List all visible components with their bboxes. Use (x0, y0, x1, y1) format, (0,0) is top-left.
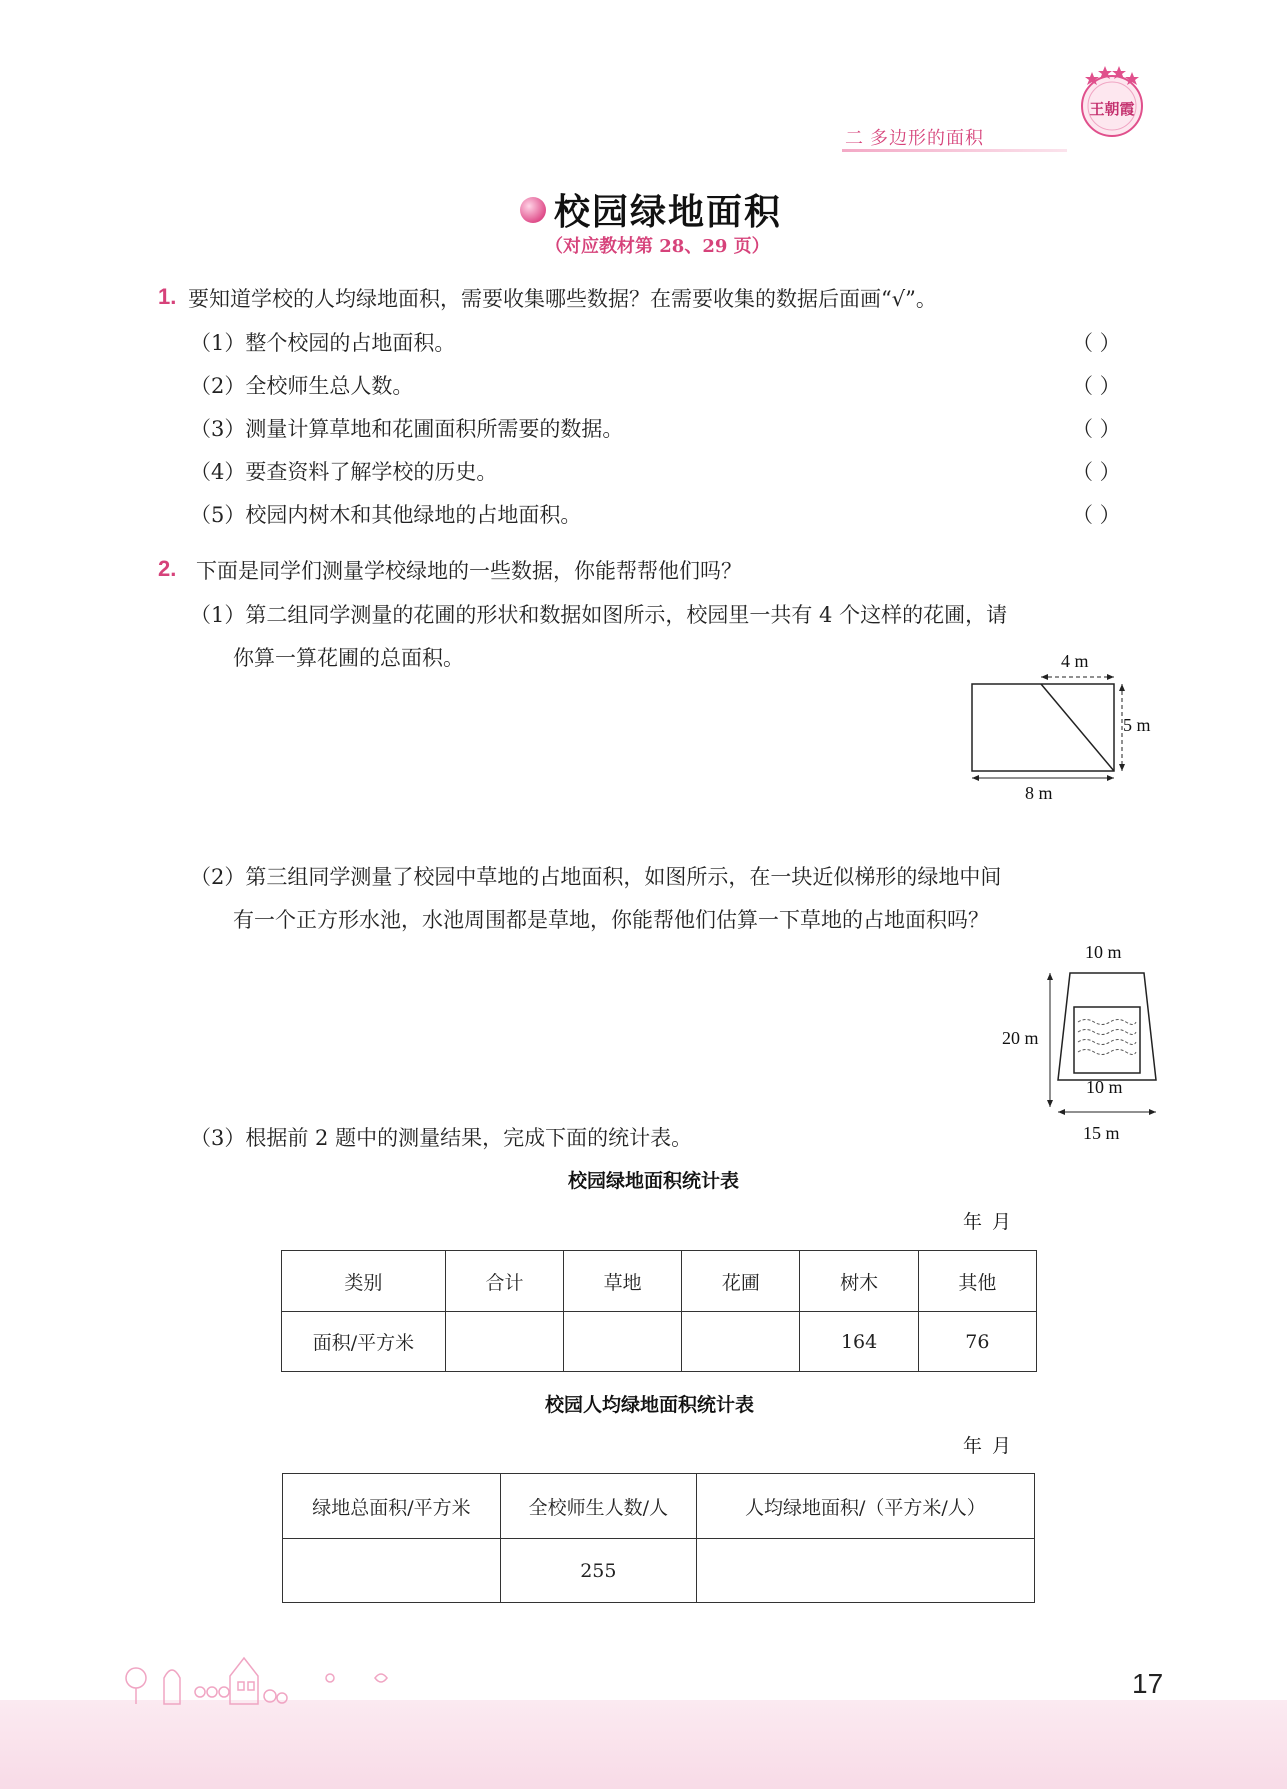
flowerbed-right-label: 5 m (1123, 715, 1151, 735)
table-1-lawn-input[interactable] (564, 1312, 682, 1372)
table-1-header-cell: 合计 (445, 1251, 563, 1312)
table-2-people-value: 255 (500, 1539, 696, 1603)
table-1-other-value: 76 (918, 1312, 1036, 1372)
table-1-total-input[interactable] (445, 1312, 563, 1372)
pool-side-label: 10 m (1086, 1077, 1123, 1097)
question-1-text: 要知道学校的人均绿地面积，需要收集哪些数据？在需要收集的数据后面画“√”。 (188, 287, 937, 311)
table-1-date: 年 月 (963, 1211, 1014, 1233)
question-2-part-3-line-1: （3）根据前 2 题中的测量结果，完成下面的统计表。 (190, 1126, 693, 1150)
question-2-part-1-line-1: （1）第二组同学测量的花圃的形状和数据如图所示，校园里一共有 4 个这样的花圃，请 (190, 603, 1008, 627)
page-number: 17 (1132, 1668, 1164, 1699)
table-2-date: 年 月 (963, 1435, 1014, 1457)
question-1-item-1: （1）整个校园的占地面积。 (190, 331, 456, 355)
answer-blank-5[interactable]: （ ） (1072, 503, 1121, 527)
question-2-part-2-line-1: （2）第三组同学测量了校园中草地的占地面积，如图所示，在一块近似梯形的绿地中间 (190, 865, 1002, 889)
table-2-total-area-input[interactable] (283, 1539, 501, 1603)
question-1-item-4: （4）要查资料了解学校的历史。 (190, 460, 498, 484)
lawn-bottom-label: 15 m (1083, 1123, 1120, 1143)
table-2-header-cell: 全校师生人数/人 (500, 1474, 696, 1539)
table-2-header-cell: 绿地总面积/平方米 (283, 1474, 501, 1539)
answer-blank-2[interactable]: （ ） (1072, 374, 1121, 398)
question-2-part-2-line-2: 有一个正方形水池，水池周围都是草地，你能帮他们估算一下草地的占地面积吗？ (233, 908, 989, 932)
answer-blank-1[interactable]: （ ） (1072, 331, 1121, 355)
table-1-flowerbed-input[interactable] (682, 1312, 800, 1372)
badge-text: 王朝霞 (1089, 100, 1135, 118)
flowerbed-top-label: 4 m (1061, 651, 1089, 671)
footer-band (0, 1700, 1287, 1789)
lawn-trapezoid (1058, 973, 1156, 1080)
table-2-data-row (283, 1539, 1035, 1603)
table-1-header-cell: 类别 (282, 1251, 446, 1312)
table-1-header-cell: 树木 (800, 1251, 918, 1312)
green-area-table (281, 1250, 1037, 1372)
footer-decoration-illustration (120, 1648, 400, 1708)
table-1-trees-value: 164 (800, 1312, 918, 1372)
answer-blank-4[interactable]: （ ） (1072, 460, 1121, 484)
flowerbed-rectangle (972, 684, 1114, 771)
chapter-underline (842, 149, 1067, 152)
lawn-top-label: 10 m (1085, 942, 1122, 962)
table-2-title: 校园人均绿地面积统计表 (545, 1394, 755, 1416)
table-1-header-cell: 草地 (564, 1251, 682, 1312)
question-1-item-2: （2）全校师生总人数。 (190, 374, 414, 398)
question-1-item-3: （3）测量计算草地和花圃面积所需要的数据。 (190, 417, 624, 441)
answer-blank-3[interactable]: （ ） (1072, 417, 1121, 441)
table-1-title: 校园绿地面积统计表 (568, 1170, 740, 1192)
question-2-number: 2. (158, 556, 177, 581)
flowerbed-diagonal (1041, 684, 1114, 771)
lesson-title: 校园绿地面积 (554, 192, 783, 233)
chapter-label: 二 多边形的面积 (845, 128, 985, 148)
question-2-text: 下面是同学们测量学校绿地的一些数据，你能帮帮他们吗？ (196, 559, 742, 583)
lesson-subtitle: （对应教材第 28、29 页） (545, 236, 770, 257)
brand-badge-logo (1072, 60, 1152, 150)
table-2-header-row (283, 1474, 1035, 1539)
lesson-title-block (520, 184, 782, 235)
flowerbed-bottom-label: 8 m (1025, 783, 1053, 803)
lawn-height-label: 20 m (1002, 1028, 1039, 1048)
table-1-header-cell: 其他 (918, 1251, 1036, 1312)
table-1-data-row (282, 1312, 1037, 1372)
per-capita-green-area-table (282, 1473, 1035, 1603)
table-1-header-cell: 花圃 (682, 1251, 800, 1312)
table-1-header-row (282, 1251, 1037, 1312)
title-bullet-icon (520, 197, 546, 223)
table-2-header-cell: 人均绿地面积/（平方米/人） (696, 1474, 1034, 1539)
question-2-part-1-line-2: 你算一算花圃的总面积。 (233, 646, 464, 670)
table-2-per-capita-input[interactable] (696, 1539, 1034, 1603)
question-1-number: 1. (158, 284, 177, 309)
table-1-row-label: 面积/平方米 (282, 1312, 446, 1372)
question-1-item-5: （5）校园内树木和其他绿地的占地面积。 (190, 503, 582, 527)
